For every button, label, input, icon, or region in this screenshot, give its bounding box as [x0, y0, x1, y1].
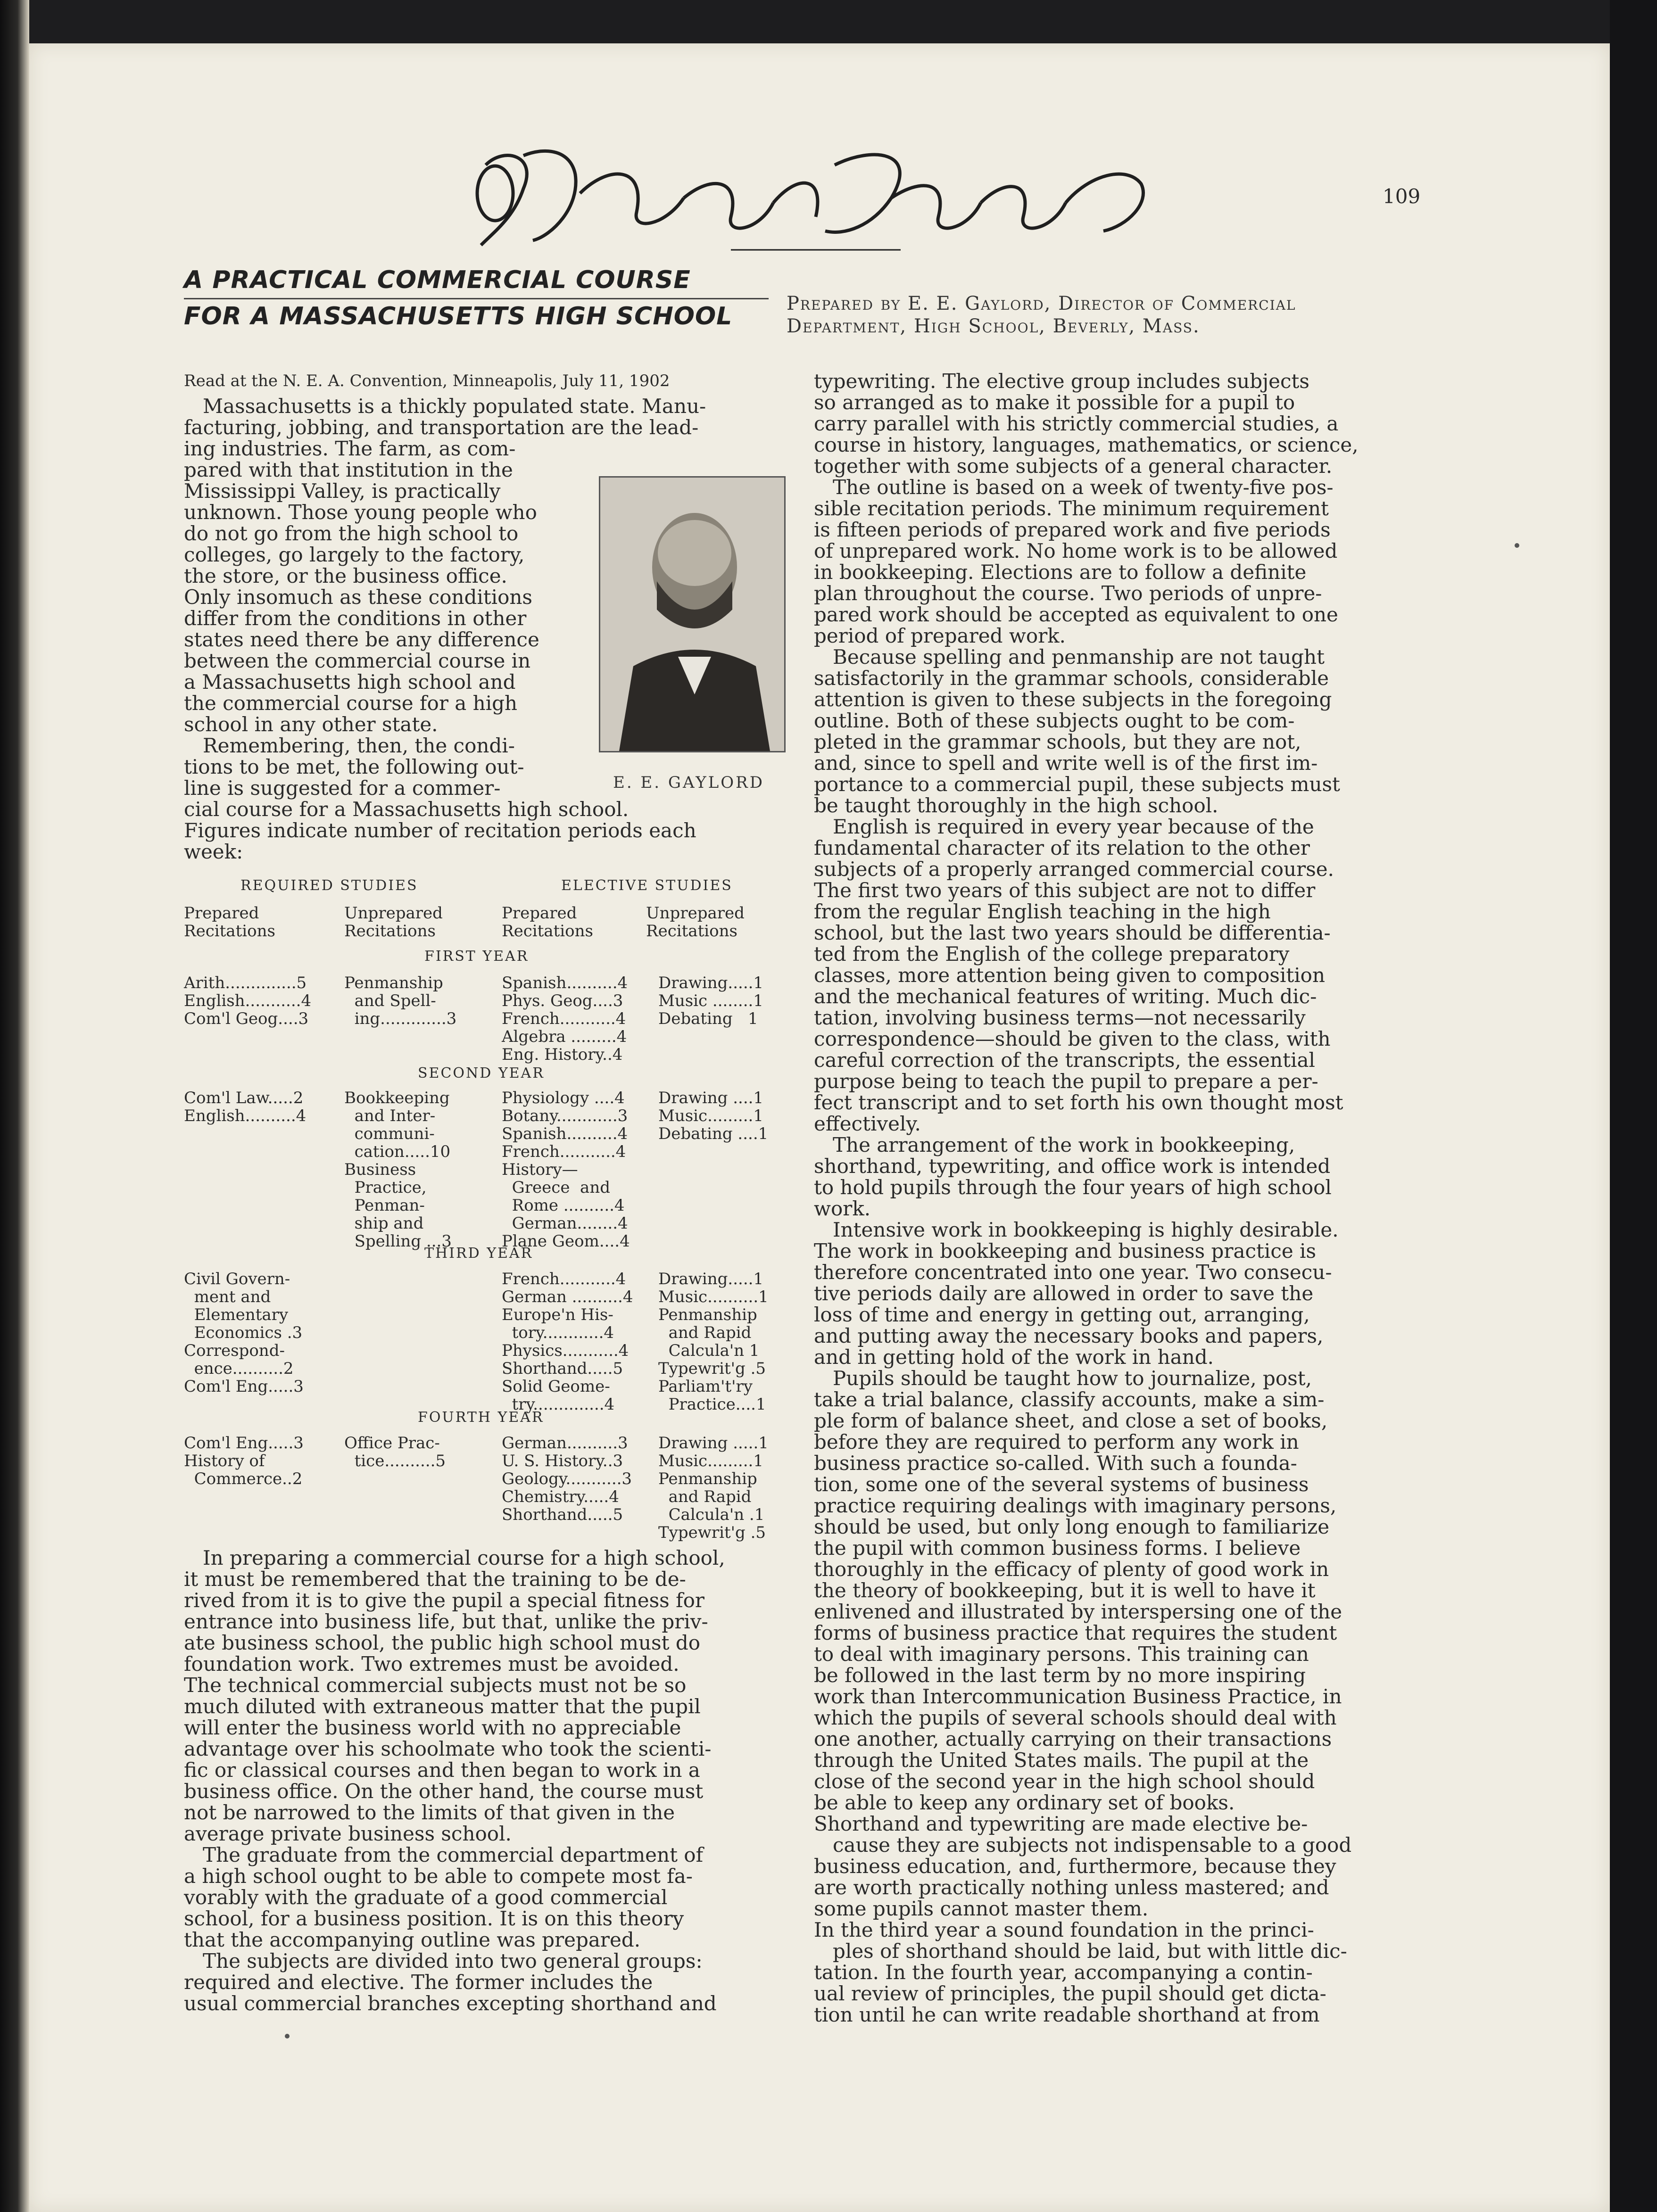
text-line: forms of business practice that requires the student [814, 1621, 1337, 1644]
text-line: tions to be met, the following out- [184, 755, 524, 778]
text-line: advantage over his schoolmate who took the scienti- [184, 1737, 712, 1760]
text-line: attention is given to these subjects in the foregoing [814, 688, 1332, 711]
text-line: colleges, go largely to the factory, [184, 543, 525, 566]
fourth-year-elective-prepared: German..........3 U. S. History..3 Geology...........3 Chemistry.....4 Shorthand.....5 [502, 1434, 632, 1524]
text-line: tive periods daily are allowed in order to save the [814, 1282, 1314, 1305]
text-line: ual review of principles, the pupil should get dicta- [814, 1982, 1326, 2005]
first-year-required-unprepared: Penmanship and Spell- ing.............3 [344, 974, 457, 1028]
text-line: states need there be any difference [184, 628, 539, 651]
text-line: sible recitation periods. The minimum requirement [814, 497, 1329, 520]
second-year-required-prepared: Com'l Law.....2 English..........4 [184, 1089, 307, 1125]
text-line: outline. Both of these subjects ought to be com- [814, 709, 1295, 732]
text-line: The graduate from the commercial department of [203, 1843, 704, 1866]
text-line: which the pupils of several schools should deal with [814, 1706, 1337, 1729]
text-line: effectively. [814, 1112, 921, 1135]
speck [285, 2034, 290, 2039]
text-line: business practice so-called. With such a founda- [814, 1452, 1297, 1475]
third-year-required-prepared: Civil Govern- ment and Elementary Economics .3 Correspond- ence..........2 Com'l Eng.....3 [184, 1270, 304, 1396]
fourth-year-required-unprepared: Office Prac- tice..........5 [344, 1434, 446, 1470]
text-line: school, but the last two years should be differentia- [814, 921, 1331, 944]
text-line: therefore concentrated into one year. Two consecu- [814, 1261, 1332, 1284]
text-line: and putting away the necessary books and papers, [814, 1324, 1324, 1347]
text-line: correspondence—should be given to the class, with [814, 1027, 1331, 1050]
text-line: The first two years of this subject are not to differ [814, 879, 1316, 902]
text-line: will enter the business world with no appreciable [184, 1716, 681, 1739]
text-line: usual commercial branches excepting shorthand and [184, 1992, 717, 2015]
text-line: of unprepared work. No home work is to be allowed [814, 539, 1338, 562]
text-line: classes, more attention being given to composition [814, 964, 1326, 987]
text-line: satisfactorily in the grammar schools, considerable [814, 667, 1329, 690]
text-line: so arranged as to make it possible for a pupil to [814, 391, 1295, 414]
text-line: practice requiring dealings with imaginary persons, [814, 1494, 1337, 1517]
text-line: should be used, but only long enough to familiarize [814, 1515, 1330, 1538]
text-line: The subjects are divided into two general groups: [203, 1949, 703, 1973]
speck [1515, 543, 1519, 548]
text-line: tion until he can write readable shorthand at from [814, 2003, 1320, 2026]
scan-border [1610, 0, 1657, 2212]
text-line: cause they are subjects not indispensable to a good [833, 1833, 1352, 1857]
fourth-year-required-prepared: Com'l Eng.....3 History of Commerce..2 [184, 1434, 304, 1488]
text-line: In the third year a sound foundation in the princi- [814, 1918, 1314, 1941]
text-line: differ from the conditions in other [184, 607, 527, 630]
text-line: close of the second year in the high school should [814, 1770, 1315, 1793]
text-line: work than Intercommunication Business Practice, in [814, 1685, 1342, 1708]
page-number: 109 [1383, 185, 1421, 208]
text-line: from the regular English teaching in the high [814, 900, 1271, 923]
text-line: line is suggested for a commer- [184, 776, 501, 800]
text-line: The technical commercial subjects must not be so [184, 1674, 687, 1697]
text-line: required and elective. The former includes the [184, 1971, 653, 1994]
fourth-year-heading: FOURTH YEAR [418, 1409, 544, 1426]
text-line: to deal with imaginary persons. This training can [814, 1642, 1309, 1666]
read-at-note: Read at the N. E. A. Convention, Minneapolis, July 11, 1902 [184, 371, 670, 390]
text-line: take a trial balance, classify accounts, make a sim- [814, 1388, 1325, 1411]
col-head-el-prepared: Prepared Recitations [502, 904, 593, 941]
text-line: business office. On the other hand, the course must [184, 1780, 704, 1803]
text-line: tation, involving business terms—not necessarily [814, 1006, 1306, 1029]
text-line: Because spelling and penmanship are not taught [833, 645, 1325, 669]
second-year-elective-unprepared: Drawing ....1 Music.........1 Debating ....1 [658, 1089, 769, 1143]
text-line: together with some subjects of a general character. [814, 454, 1333, 478]
text-line: to hold pupils through the four years of high school [814, 1176, 1332, 1199]
text-line: ing industries. The farm, as com- [184, 437, 516, 460]
first-year-heading: FIRST YEAR [424, 948, 529, 965]
text-line: be followed in the last term by no more inspiring [814, 1664, 1306, 1687]
text-line: subjects of a properly arranged commercial course. [814, 858, 1334, 881]
text-line: plan throughout the course. Two periods of unpre- [814, 582, 1322, 605]
text-line: The outline is based on a week of twenty-five pos- [833, 476, 1334, 499]
text-line: Massachusetts is a thickly populated state. Manu- [203, 395, 706, 418]
text-line: pleted in the grammar schools, but they are not, [814, 730, 1301, 753]
text-line: the store, or the business office. [184, 564, 507, 587]
first-year-elective-unprepared: Drawing.....1 Music ........1 Debating 1 [658, 974, 764, 1028]
text-line: tion, some one of the several systems of business [814, 1473, 1309, 1496]
text-line: some pupils cannot master them. [814, 1897, 1149, 1920]
text-line: it must be remembered that the training to be de- [184, 1568, 686, 1591]
text-line: ples of shorthand should be laid, but with little dic- [833, 1940, 1347, 1963]
fourth-year-elective-unprepared: Drawing .....1 Music.........1 Penmanship and Rapid Calcula'n .1 Typewrit'g .5 [658, 1434, 769, 1542]
text-line: typewriting. The elective group includes subjects [814, 370, 1309, 393]
text-line: ple form of balance sheet, and close a set of books, [814, 1409, 1328, 1432]
col-head-el-unprepared: Unprepared Recitations [646, 904, 745, 941]
text-line: Remembering, then, the condi- [203, 734, 515, 757]
text-line: and in getting hold of the work in hand. [814, 1345, 1214, 1369]
text-line: do not go from the high school to [184, 522, 519, 545]
text-line: cial course for a Massachusetts high school. [184, 798, 629, 821]
required-studies-heading: REQUIRED STUDIES [240, 877, 418, 894]
text-line: entrance into business life, but that, unlike the priv- [184, 1610, 708, 1633]
text-line: a high school ought to be able to compete most fa- [184, 1865, 693, 1888]
text-line: carry parallel with his strictly commercial studies, a [814, 412, 1339, 435]
text-line: the commercial course for a high [184, 692, 518, 715]
text-line: The work in bookkeeping and business practice is [814, 1239, 1317, 1263]
author-credit [787, 292, 1428, 338]
book-spine [0, 0, 29, 2212]
body-paragraphs-right [814, 371, 1416, 2025]
portrait-caption: E. E. GAYLORD [613, 773, 764, 792]
body-paragraphs-left [184, 1547, 783, 2014]
text-line: week: [184, 840, 243, 863]
author-credit-line-2: Department, High School, Beverly, Mass. [787, 315, 1200, 337]
text-line: that the accompanying outline was prepared. [184, 1928, 641, 1951]
text-line: facturing, jobbing, and transportation are the lead- [184, 416, 699, 439]
text-line: tation. In the fourth year, accompanying a contin- [814, 1961, 1313, 1984]
text-line: is fifteen periods of prepared work and five periods [814, 518, 1331, 541]
text-line: course in history, languages, mathematics, or science, [814, 433, 1359, 456]
article-headline [184, 266, 769, 330]
text-line: are worth practically nothing unless mastered; and [814, 1876, 1329, 1899]
col-head-req-prepared: Prepared Recitations [184, 904, 275, 941]
text-line: thoroughly in the efficacy of plenty of good work in [814, 1558, 1329, 1581]
text-line: the theory of bookkeeping, but it is well to have it [814, 1579, 1316, 1602]
text-line: and, since to spell and write well is of the first im- [814, 751, 1318, 775]
text-line: portance to a commercial pupil, these subjects must [814, 773, 1340, 796]
text-line: average private business school. [184, 1822, 512, 1845]
text-line: school in any other state. [184, 713, 438, 736]
text-line: fect transcript and to set forth his own thought most [814, 1091, 1343, 1114]
text-line: purpose being to teach the pupil to prepare a per- [814, 1070, 1318, 1093]
text-line: unknown. Those young people who [184, 501, 537, 524]
text-line: and the mechanical features of writing. Much dic- [814, 985, 1317, 1008]
first-year-required-prepared: Arith..............5 English...........4 Com'l Geog....3 [184, 974, 312, 1028]
right-column-body [814, 371, 1416, 2025]
text-line: Shorthand and typewriting are made elective be- [814, 1812, 1308, 1835]
text-line: period of prepared work. [814, 624, 1066, 647]
masthead-logo [467, 137, 1155, 269]
text-line: The arrangement of the work in bookkeeping, [833, 1133, 1295, 1156]
text-line: pared work should be accepted as equivalent to one [814, 603, 1338, 626]
text-line: Only insomuch as these conditions [184, 586, 532, 609]
text-line: be able to keep any ordinary set of books. [814, 1791, 1235, 1814]
second-year-elective-prepared: Physiology ....4 Botany............3 Spanish..........4 French...........4 History— Greece and Rome ..........4 German........4 Plane Geom....4 [502, 1089, 630, 1251]
text-line: fic or classical courses and then began to work in a [184, 1758, 700, 1782]
elective-studies-heading: ELECTIVE STUDIES [561, 877, 733, 894]
text-line: be taught thoroughly in the high school. [814, 794, 1218, 817]
text-line: work. [814, 1197, 871, 1220]
text-line: foundation work. Two extremes must be avoided. [184, 1652, 679, 1676]
text-line: Figures indicate number of recitation periods each [184, 819, 696, 842]
text-line: through the United States mails. The pupil at the [814, 1749, 1309, 1772]
text-line: ate business school, the public high school must do [184, 1631, 701, 1654]
text-line: between the commercial course in [184, 649, 531, 672]
second-year-required-unprepared: Bookkeeping and Inter- communi- cation.....10 Business Practice, Penman- ship and Spelling ...3 [344, 1089, 452, 1251]
text-line: In preparing a commercial course for a high school, [203, 1546, 725, 1569]
third-year-elective-prepared: French...........4 German ..........4 Europe'n His- tory............4 Physics...........4 Shorthand.....5 Solid Geome- try..............4 [502, 1270, 633, 1414]
text-line: enlivened and illustrated by interspersing one of the [814, 1600, 1342, 1623]
text-line: much diluted with extraneous matter that the pupil [184, 1695, 701, 1718]
text-line: school, for a business position. It is on this theory [184, 1907, 684, 1930]
left-column-body [184, 1547, 783, 2014]
text-line: the pupil with common business forms. I believe [814, 1536, 1301, 1560]
col-head-req-unprepared: Unprepared Recitations [344, 904, 443, 941]
text-line: ted from the English of the college preparatory [814, 942, 1290, 966]
text-line: in bookkeeping. Elections are to follow a definite [814, 561, 1307, 584]
text-line: not be narrowed to the limits of that given in the [184, 1801, 675, 1824]
text-line: careful correction of the transcripts, the essential [814, 1048, 1315, 1072]
text-line: fundamental character of its relation to the other [814, 836, 1310, 859]
course-outline-table [184, 877, 797, 1542]
headline-line-1: A PRACTICAL COMMERCIAL COURSE [184, 266, 691, 294]
text-line: one another, actually carrying on their transactions [814, 1727, 1332, 1750]
second-year-heading: SECOND YEAR [418, 1065, 545, 1081]
text-line: shorthand, typewriting, and office work is intended [814, 1155, 1331, 1178]
third-year-elective-unprepared: Drawing.....1 Music..........1 Penmanship and Rapid Calcula'n 1 Typewrit'g .5 Parliam't'ry Practice....1 [658, 1270, 769, 1414]
text-line: before they are required to perform any work in [814, 1430, 1299, 1453]
text-line: Mississippi Valley, is practically [184, 479, 501, 503]
text-line: a Massachusetts high school and [184, 670, 516, 693]
text-line: rived from it is to give the pupil a special fitness for [184, 1589, 704, 1612]
text-line: business education, and, furthermore, because they [814, 1855, 1336, 1878]
author-credit-line-1: Prepared by E. E. Gaylord, Director of Commercial [787, 293, 1296, 314]
text-line: English is required in every year because of the [833, 815, 1314, 838]
text-line: pared with that institution in the [184, 458, 513, 481]
author-portrait [599, 476, 786, 752]
first-year-elective-prepared: Spanish..........4 Phys. Geog....3 French...........4 Algebra .........4 Eng. History..4 [502, 974, 628, 1064]
headline-line-2: FOR A MASSACHUSETTS HIGH SCHOOL [184, 298, 769, 330]
third-year-heading: THIRD YEAR [424, 1245, 533, 1262]
text-line: vorably with the graduate of a good commercial [184, 1886, 668, 1909]
text-line: Pupils should be taught how to journalize, post, [833, 1367, 1312, 1390]
text-line: loss of time and energy in getting out, arranging, [814, 1303, 1310, 1326]
text-line: Intensive work in bookkeeping is highly desirable. [833, 1218, 1339, 1241]
